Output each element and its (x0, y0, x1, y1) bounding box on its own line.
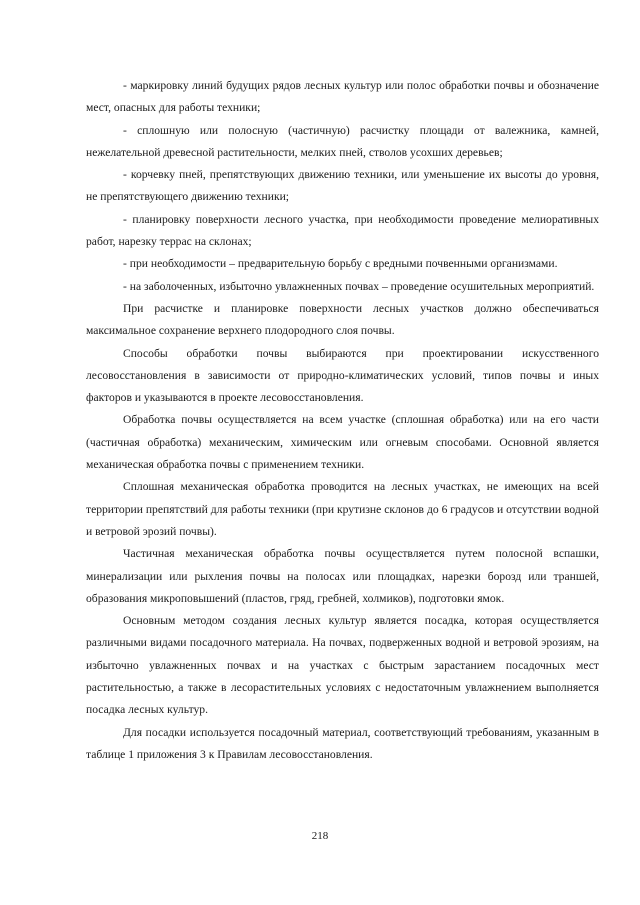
paragraph: Способы обработки почвы выбираются при проектировании искусственного лесовосстановления в зависимости от природно-климатических условий, типов почвы и иных факторов и указываются в проекте лесовосстановления. (86, 346, 599, 405)
paragraph: - корчевку пней, препятствующих движению техники, или уменьшение их высоты до уровня, не препятствующего движению техники; (86, 168, 599, 204)
paragraph: Обработка почвы осуществляется на всем участке (сплошная обработка) или на его части (частичная обработка) механическим, химическим или огневым способами. Основной является механическая обработка почвы с применением техники. (86, 413, 599, 472)
paragraph: Сплошная механическая обработка проводится на лесных участках, не имеющих на всей территории препятствий для работы техники (при крутизне склонов до 6 градусов и отсутствии водной и ветровой эрозий почвы). (86, 480, 599, 538)
page-number: 218 (311, 830, 329, 842)
paragraph: - маркировку линий будущих рядов лесных культур или полос обработки почвы и обозначение мест, опасных для работы техники; (86, 79, 599, 115)
paragraph: При расчистке и планировке поверхности лесных участков должно обеспечиваться максимальное сохранение верхнего плодородного слоя почвы. (86, 301, 599, 338)
paragraph: - планировку поверхности лесного участка, при необходимости проведение мелиоративных работ, нарезку террас на склонах; (86, 212, 599, 249)
paragraph: - сплошную или полосную (частичную) расчистку площади от валежника, камней, нежелательной древесной растительности, мелких пней, стволов усохших деревьев; (86, 123, 599, 159)
paragraph: - на заболоченных, избыточно увлажненных почвах – проведение осушительных мероприятий. (123, 279, 595, 293)
paragraph: - при необходимости – предварительную борьбу с вредными почвенными организмами. (123, 257, 558, 271)
paragraph: Частичная механическая обработка почвы осуществляется путем полосной вспашки, минерализации или рыхления почвы на полосах или площадках, нарезки борозд или траншей, образования микроповышений (пластов, гряд, гребней, холмиков), подготовки ямок. (86, 547, 599, 605)
paragraph: Для посадки используется посадочный материал, соответствующий требованиям, указанным в таблице 1 приложения 3 к Правилам лесовосстановления. (86, 725, 599, 761)
document-body (86, 75, 599, 766)
paragraph: Основным методом создания лесных культур является посадка, которая осуществляется различными видами посадочного материала. На почвах, подверженных водной и ветровой эрозиям, на избыточно увлажненных почвах и на участках с быстрым зарастанием посадочных мест растительностью, а также в лесорастительных условиях с недостаточным увлажнением выполняется посадка лесных культур. (86, 614, 599, 717)
